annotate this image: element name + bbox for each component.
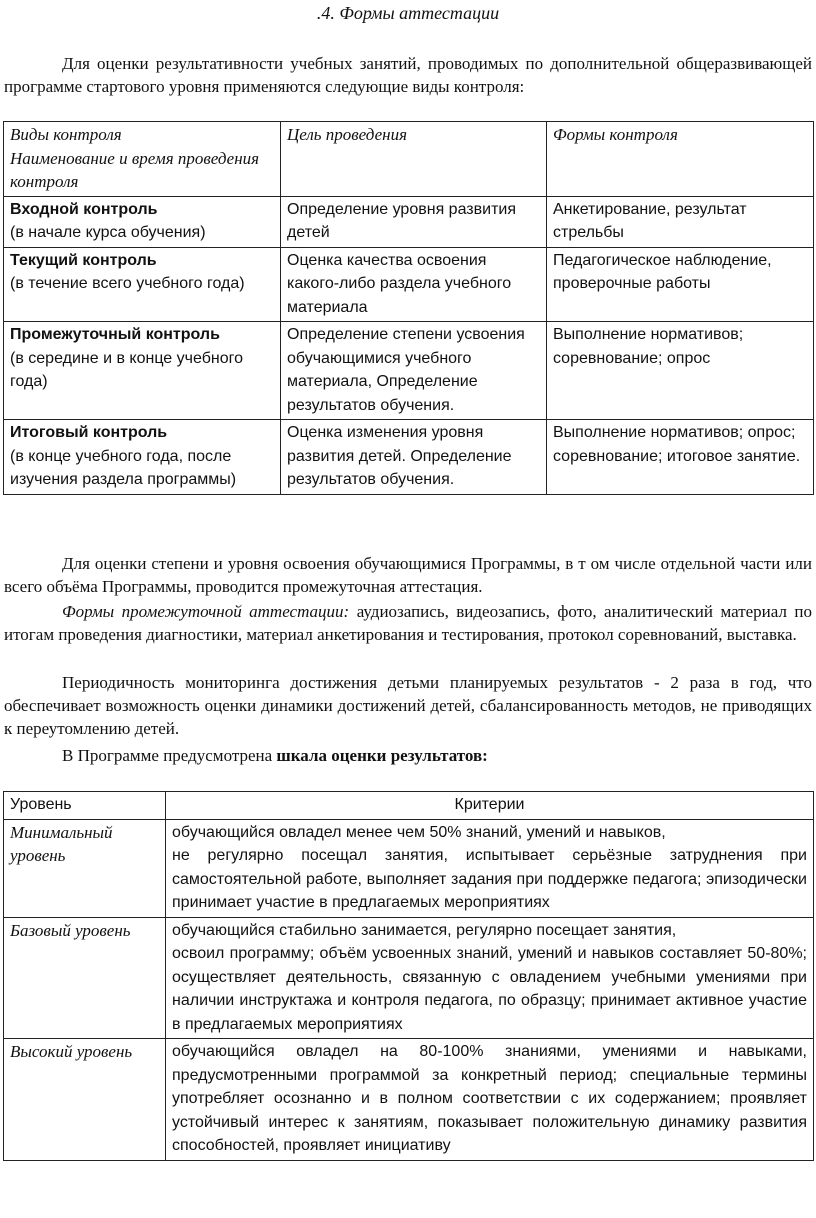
level-name: Базовый уровень [4,917,166,1039]
level-criteria [166,917,814,1039]
header-goal: Цель проведения [281,122,547,197]
criteria-rest: освоил программу; объём усвоенных знаний, умений и навыков составляет 50-80%; осуществляет деятельность, связанную с овладением учебными умениями при наличии инструктажа и контроля педагога, по образцу; принимает активное участие в предлагаемых мероприятиях [172,945,807,1033]
control-type-cell [4,247,281,322]
control-goal: Определение уровня развития детей [281,196,547,247]
control-goal: Оценка изменения уровня развития детей. Определение результатов обучения. [281,420,547,495]
header-forms: Формы контроля [547,122,814,197]
table-row [4,247,814,322]
control-types-table [3,121,814,495]
control-name: Текущий контроль [10,251,157,269]
control-forms: Педагогическое наблюдение, проверочные работы [547,247,814,322]
control-time: (в конце учебного года, после изучения раздела программы) [10,447,237,488]
scale-bold-text: шкала оценки результатов: [276,746,488,765]
forms-label: Формы промежуточной аттестации: [62,602,350,621]
criteria-rest: не регулярно посещал занятия, испытывает серьёзные затруднения при самостоятельной работе, выполняет задания при поддержке педагога; эпизодически принимает участие в предлагаемых мероприятиях [172,847,807,911]
levels-table [3,791,814,1161]
control-name: Входной контроль [10,200,158,218]
control-forms: Анкетирование, результат стрельбы [547,196,814,247]
control-goal: Определение степени усвоения обучающимися учебного материала, Определение результатов обучения. [281,322,547,420]
header-level: Уровень [4,792,166,820]
header-types-line2: Наименование и время проведения контроля [10,148,260,191]
table-row [4,420,814,495]
table-row [4,196,814,247]
table-row [4,819,814,917]
control-name: Итоговый контроль [10,424,168,441]
scale-prefix: В Программе предусмотрена [62,746,277,765]
control-forms: Выполнение нормативов; соревнование; опрос [547,322,814,420]
forms-paragraph [4,600,812,646]
level-name: Минимальный уровень [4,819,166,917]
control-type-cell [4,196,281,247]
header-types-line1: Виды контроля [10,125,122,144]
criteria-first-line: обучающийся овладел менее чем 50% знаний, умений и навыков, [172,823,666,841]
level-name: Высокий уровень [4,1039,166,1161]
control-goal: Оценка качества освоения какого-либо раздела учебного материала [281,247,547,322]
assessment-paragraph: Для оценки степени и уровня освоения обучающимися Программы, в т ом числе отдельной части или всего объёма Программы, проводится промежуточная аттестация. [4,554,812,596]
level-criteria [166,1039,814,1161]
intro-paragraph: Для оценки результативности учебных занятий, проводимых по дополнительной общеразвивающей программе стартового уровня применяются следующие виды контроля: [4,54,812,96]
control-time: (в начале курса обучения) [10,224,206,241]
levels-header-row [4,792,814,820]
table-row [4,1039,814,1161]
table-row [4,322,814,420]
forms-text: аудиозапись, видеозапись, фото, аналитический материал по итогам проведения диагностики, материал анкетирования и тестирования, протокол соревнований, выставка. [4,602,812,644]
control-type-cell [4,420,281,495]
criteria-first-part: обучающийся овладел на 80-100% знаниями, умениями и навыками, предусмотренными программой за конкретный период; специальные термины употребляет осознанно и в полном соответствии с их содержанием; [172,1043,807,1107]
table-row [4,917,814,1039]
control-time: (в течение всего учебного года) [10,275,245,292]
criteria-first-line: обучающийся стабильно занимается, регулярно посещает занятия, [172,921,677,939]
control-type-cell [4,322,281,420]
header-criteria: Критерии [166,792,814,820]
periodicity-paragraph: Периодичность мониторинга достижения детьми планируемых результатов - 2 раза в год, что обеспечивает возможность оценки динамики достижений детей, сбалансированность методов, не приводящих к переутомлению детей. [4,673,812,738]
control-table-header-row [4,122,814,197]
header-control-types [4,122,281,197]
criteria-rest: проявляет устойчивый интерес к занятиям, показывает положительную динамику развития способностей, проявляет инициативу [172,1090,807,1154]
control-time: (в середине и в конце учебного года) [10,349,243,390]
section-title: .4. Формы аттестации [316,3,500,23]
control-name: Промежуточный контроль [10,326,220,343]
level-criteria [166,819,814,917]
control-forms: Выполнение нормативов; опрос; соревнование; итоговое занятие. [547,420,814,495]
scale-paragraph [4,744,812,767]
